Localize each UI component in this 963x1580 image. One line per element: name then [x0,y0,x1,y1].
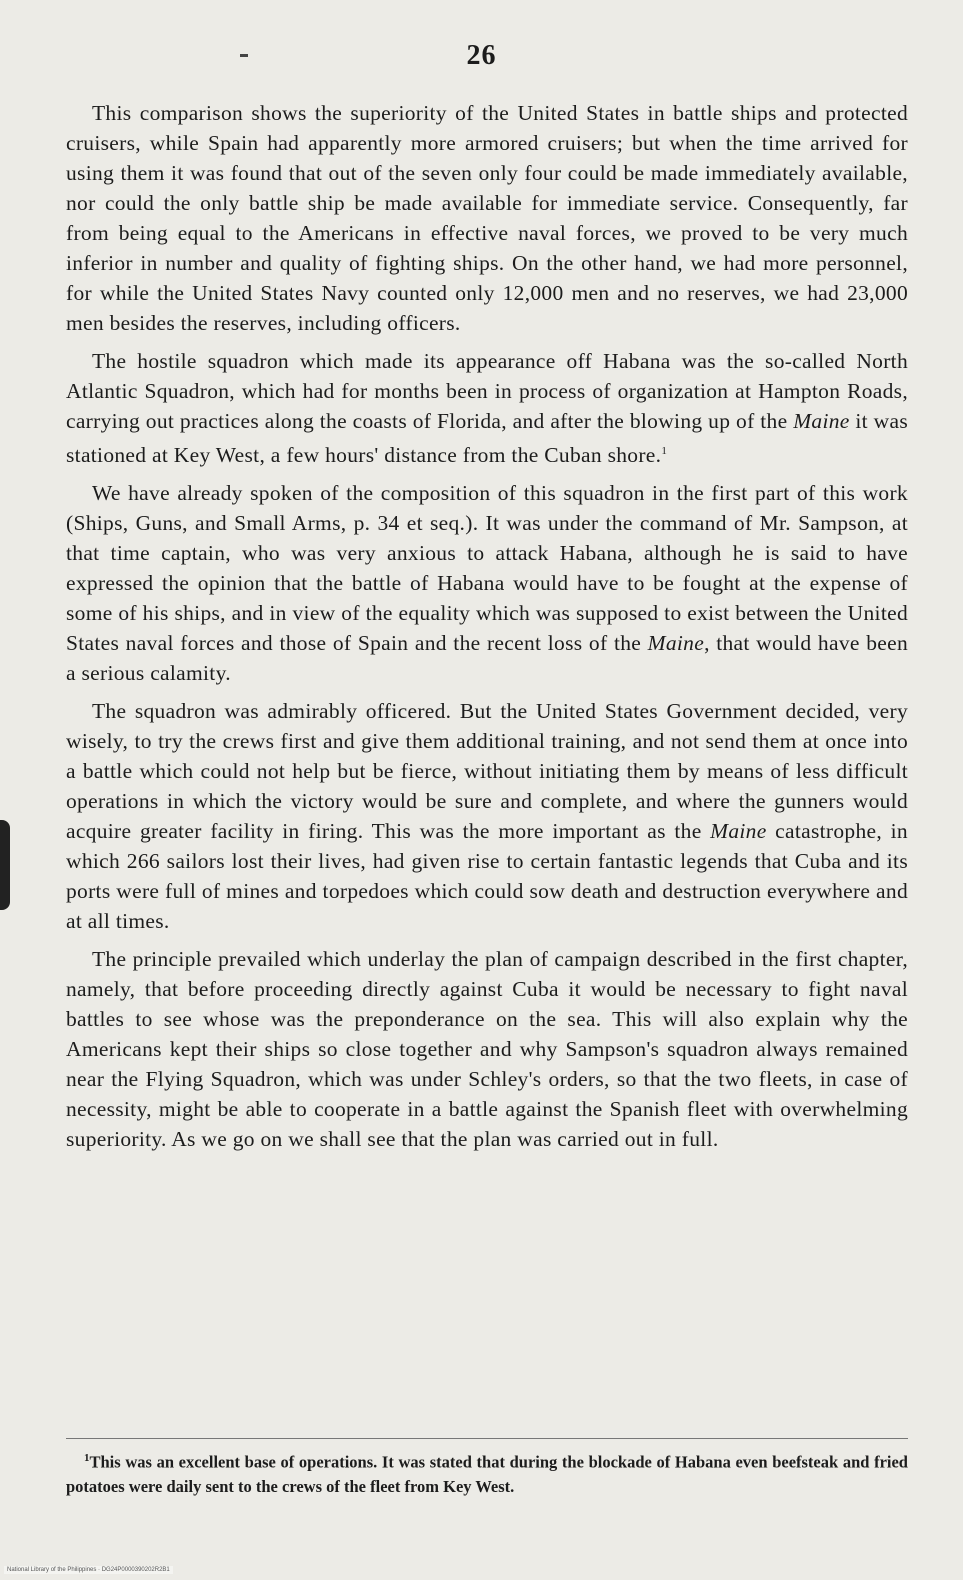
paragraph-2 [66,346,908,470]
paragraph-3-text-before: We have already spoken of the composition of this squadron in the first part of this work (Ships, Guns, and Small Arms, p. 34 et seq.). It was under the command of Mr. Sampson, at that time captain, who was very anxious to attack Habana, although he is said to have expressed the opinion that the battle of Habana would have to be fought at the expense of some of his ships, and in view of the equality which was supposed to exist between the United States naval forces and those of Spain and the recent loss of the [66,481,908,656]
paragraph-4-text-after: catastrophe, in which 266 sailors lost their lives, had given rise to certain fantastic legends that Cuba and its ports were full of mines and torpedoes which could sow death and destruction everywhere and at all times. [66,819,908,934]
paragraph-3-text-after: , that would have been a serious calamity. [66,631,909,686]
paragraph-2-text-before: The hostile squadron which made its appearance off Habana was the so-called North Atlantic Squadron, which had for months been in process of organization at Hampton Roads, carrying out practices along the coasts of Florida, and after the blowing up of the [66,349,908,433]
library-credit: National Library of the Philippines · DG24P0000390202R2B1 [4,1566,173,1574]
paragraph-4-text-before: The squadron was admirably officered. But the United States Government decided, very wisely, to try the crews first and give them additional training, and not send them at once into a battle which could not help but be fierce, without initiating them by means of less difficult operations in which the victory would be sure and complete, and where the gunners would acquire greater facility in firing. This was the more important as the [66,699,908,844]
paragraph-3 [66,478,908,688]
body-text [66,98,908,1162]
footnote-mark: 1 [84,1452,90,1464]
footnote-divider [66,1438,908,1439]
footnote-reference: 1 [661,445,668,457]
paragraph-4 [66,696,908,936]
ship-name-maine: Maine [793,409,850,433]
footnote [66,1446,908,1499]
ship-name-maine: Maine [647,631,705,656]
binding-edge-shadow [0,820,10,910]
footnote-text: This was an excellent base of operations. It was stated that during the blockade of Habana even beefsteak and fried potatoes were daily sent to the crews of the fleet from Key West. [66,1452,908,1496]
paragraph-2-text-after: it was stationed at Key West, a few hours' distance from the Cuban shore. [66,409,908,468]
ship-name-maine: Maine [710,819,767,844]
paragraph-1: This comparison shows the superiority of the United States in battle ships and protected cruisers, while Spain had apparently more armored cruisers; but when the time arrived for using them it was found that out of the seven only four could be made immediately available, nor could the only battle ship be made available for immediate service. Consequently, far from being equal to the Americans in effective naval forces, we proved to be very much inferior in number and quality of fighting ships. On the other hand, we had more personnel, for while the United States Navy counted only 12,000 men and no reserves, we had 23,000 men besides the reserves, including officers. [66,101,908,335]
paragraph-5: The principle prevailed which underlay the plan of campaign described in the first chapter, namely, that before proceeding directly against Cuba it would be necessary to fight naval battles to see whose was the preponderance on the sea. This will also explain why the Americans kept their ships so close together and why Sampson's squadron always remained near the Flying Squadron, which was under Schley's orders, so that the two fleets, in case of necessity, might be able to cooperate in a battle against the Spanish fleet with overwhelming superiority. As we go on we shall see that the plan was carried out in full. [66,947,908,1152]
page-number: 26 [466,40,497,71]
